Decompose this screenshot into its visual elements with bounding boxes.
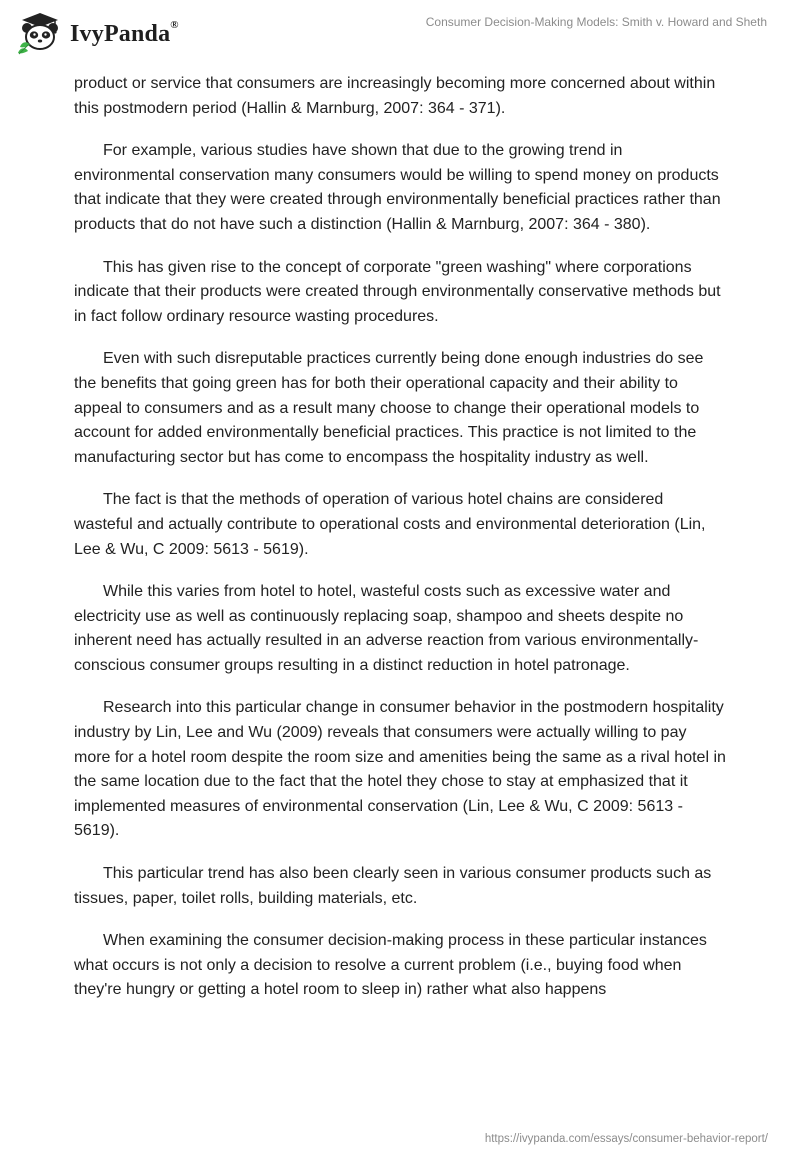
paragraph: Research into this particular change in consumer behavior in the postmodern hospitality industry by Lin, Lee and Wu (2009) reveals that consumers were actually willing to pay more for a hotel room despite the room size and amenities being the same as a rival hotel in the same location due to the fact that the hotel they chose to stay at emphasized that it implemented measures of environmental conservation (Lin, Lee & Wu, C 2009: 5613 - 5619).	[74, 699, 726, 840]
brand-name: IvyPanda®	[70, 18, 179, 47]
brand-logo[interactable]	[16, 10, 179, 56]
source-url-link[interactable]: https://ivypanda.com/essays/consumer-behavior-report/	[484, 1133, 768, 1145]
paragraph: product or service that consumers are increasingly becoming more concerned about within this postmodern period (Hallin & Marnburg, 2007: 364 - 371).	[74, 75, 716, 117]
paragraph: For example, various studies have shown that due to the growing trend in environmental conservation many consumers would be willing to spend money on products that indicate that they were created through environmentally beneficial practices rather than products that do not have such a distinction (Hallin & Marnburg, 2007: 364 - 380).	[74, 142, 721, 233]
paragraph: While this varies from hotel to hotel, wasteful costs such as excessive water and electricity use as well as continuously replacing soap, shampoo and sheets despite no inherent need has actually resulted in an adverse reaction from various environmentally-conscious consumer groups resulting in a distinct reduction in hotel patronage.	[74, 583, 699, 674]
document-title: Consumer Decision-Making Models: Smith v. Howard and Sheth	[425, 15, 767, 29]
paragraph: This has given rise to the concept of corporate "green washing" where corporations indicate that their products were created through environmentally conservative methods but in fact follow ordinary resource wasting procedures.	[74, 258, 721, 325]
paragraph: This particular trend has also been clearly seen in various consumer products such as tissues, paper, toilet rolls, building materials, etc.	[74, 865, 712, 907]
paragraph: Even with such disreputable practices currently being done enough industries do see the benefits that going green has for both their operational capacity and their ability to appeal to consumers and as a result many choose to change their operational models to account for added environmentally beneficial practices. This practice is not limited to the manufacturing sector but has come to encompass the hospitality industry as well.	[74, 350, 704, 466]
paragraph: The fact is that the methods of operation of various hotel chains are considered wasteful and actually contribute to operational costs and environmental deterioration (Lin, Lee & Wu, C 2009: 5613 - 5619).	[74, 491, 706, 558]
panda-mascot-icon	[16, 11, 64, 55]
article-body	[74, 72, 726, 1021]
paragraph: When examining the consumer decision-making process in these particular instances what occurs is not only a decision to resolve a current problem (i.e., buying food when they're hungry or getting a hotel room to sleep in) rather what also happens	[74, 932, 707, 999]
registered-mark: ®	[170, 18, 179, 31]
